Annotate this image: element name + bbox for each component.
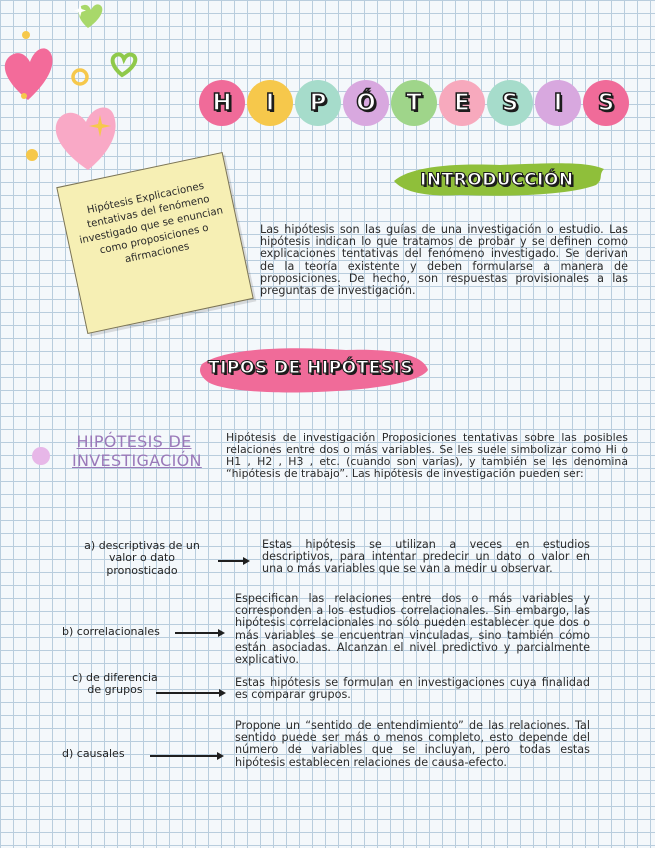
dot-icon: [26, 149, 38, 161]
types-heading: TIPOS DE HIPÓTESIS: [208, 358, 414, 378]
title-letter: I: [247, 80, 293, 126]
type-description-descriptive: Estas hipótesis se utilizan a veces en estudios descriptivos, para intentar predecir un dato o valor en una o más variables que se van a medir u observar.: [262, 538, 590, 576]
title-banner: [199, 80, 629, 126]
investigation-title: HIPÓTESIS DE INVESTIGACIÓN: [72, 432, 202, 470]
type-label-causal: d) causales: [62, 747, 125, 760]
dot-icon: [21, 93, 27, 99]
title-letter: E: [439, 80, 485, 126]
type-label-correlational: b) correlacionales: [62, 625, 160, 638]
sticky-note-text: Hipótesis Explicaciones tentativas del fenómeno investigado que se enuncian como proposiciones o afirmaciones: [78, 180, 225, 266]
heart-icon: [113, 54, 136, 75]
title-letter: Ó: [343, 80, 389, 126]
arrow-icon: [156, 692, 224, 694]
arrow-icon: [175, 632, 223, 634]
title-letter: P: [295, 80, 341, 126]
heart-icon: [5, 48, 53, 100]
intro-heading: INTRODUCCIÓN: [420, 170, 574, 190]
dot-icon: [30, 445, 52, 467]
arrow-icon: [218, 560, 248, 562]
type-description-correlational: Especifican las relaciones entre dos o más variables y corresponden a los estudios correlacionales. Sin embargo, las hipótesis correlacionales no sólo pueden establecer que dos o más variables se encuentran vinculadas, sino también cómo están asociadas. Alcanzan el nivel predictivo y parcialmente explicativo.: [235, 592, 590, 667]
title-letter: I: [535, 80, 581, 126]
type-label-group-difference: c) de diferencia de grupos: [72, 671, 158, 697]
decorations: [0, 0, 200, 180]
heart-icon: [56, 107, 116, 170]
title-letter: T: [391, 80, 437, 126]
dot-icon: [22, 31, 30, 39]
arrow-icon: [150, 755, 222, 757]
ring-icon: [73, 70, 87, 84]
type-label-descriptive: a) descriptivas de un valor o dato pronosticado: [84, 539, 200, 577]
intro-paragraph: Las hipótesis son las guías de una investigación o estudio. Las hipótesis indican lo que tratamos de probar y se definen como explicaciones tentativas del fenómeno investigado. Se derivan de la teoría existente y deben formularse a manera de proposiciones. De hecho, son respuestas provisionales a las preguntas de investigación.: [260, 223, 628, 298]
type-description-group-difference: Estas hipótesis se formulan en investigaciones cuya finalidad es comparar grupos.: [235, 676, 590, 702]
heart-icon: [78, 4, 102, 28]
title-letter: S: [583, 80, 629, 126]
title-letter: S: [487, 80, 533, 126]
type-description-causal: Propone un “sentido de entendimiento” de las relaciones. Tal sentido puede ser más o menos completo, esto depende del número de variables que se incluyan, pero todas estas hipótesis establecen relaciones de causa-efecto.: [235, 719, 590, 769]
title-letter: H: [199, 80, 245, 126]
investigation-description: Hipótesis de investigación Proposiciones tentativas sobre las posibles relaciones entre dos o más variables. Se les suele simbolizar como Hi o H1 , H2 , H3 , etc. (cuando son varias), y también se les denomina “hipótesis de trabajo”. Las hipótesis de investigación pueden ser:: [226, 431, 628, 480]
